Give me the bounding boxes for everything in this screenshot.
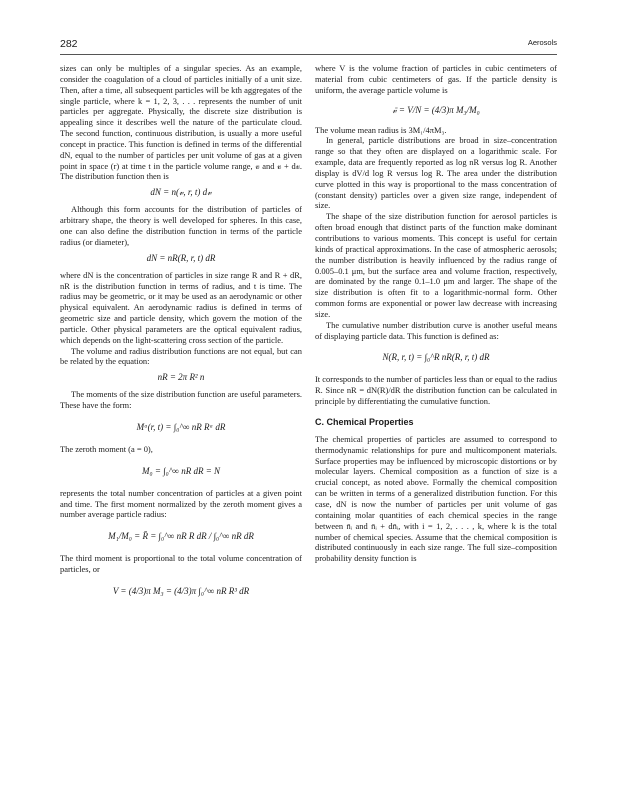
equation: Mᵃ(r, t) = ∫₀^∞ nR Rᵃ dR <box>136 421 226 432</box>
equation: 𝓋̄ = V/N = (4/3)π M₃/M₀ <box>392 104 480 115</box>
running-head: Aerosols <box>527 38 557 47</box>
paragraph: The chemical properties of particles are assumed to correspond to thermodynamic relationships for pure and multicomponent materials. Surface properties may be influenced by microscopic distortions or by molecular layers. Chemical composition as a function of size is a crucial concept, as noted above. Formally the chemical composition can be written in terms of a generalized distribution function. For this case, dN is now the number of particles per unit volume of gas containing molar quantities of each chemical species in the range between n̄ᵢ and n̄ᵢ + dn̄ᵢ, with i = 1, 2, . . . , k, where k is the total number of chemical species. Assume that the chemical composition is distributed continuously in each size range. The full size–composition probability density function is <box>315 433 557 564</box>
paragraph: The volume mean radius is 3M₁/4πM₃. <box>315 124 447 135</box>
header-rule <box>60 54 557 55</box>
paragraph: Although this form accounts for the distribution of particles of arbitrary shape, the theory is well developed for spheres. In this case, one can also define the distribution function in terms of the particle radius (or diameter), <box>60 204 302 247</box>
page-header <box>60 38 557 52</box>
paragraph: The cumulative number distribution curve is another useful means of displaying particle data. This function is defined as: <box>315 319 557 341</box>
equation: V = (4/3)π M₃ = (4/3)π ∫₀^∞ nR R³ dR <box>112 586 250 596</box>
equation: dN = nR(R, r, t) dR <box>146 252 216 263</box>
page-number: 282 <box>60 38 78 50</box>
left-column <box>60 63 302 608</box>
equation: M₁/M₀ = R̄ = ∫₀^∞ nR R dR / ∫₀^∞ nR dR <box>108 531 254 542</box>
paragraph: The zeroth moment (a = 0), <box>60 443 153 454</box>
paragraph: The shape of the size distribution function for aerosol particles is often broad enough that distinct parts of the function make dominant contributions to various moments. This concept is useful for certain kinds of practical approximations. In the case of atmospheric aerosols; the number distribution is heavily influenced by the radius range of 0.005–0.1 μm, but the surface area and volume fraction, respectively, are dominated by the range 0.1–1.0 μm and larger. The shape of the size distribution is often fit to a logarithmic-normal form. Other common forms are exponential or power law decrease with increasing size. <box>315 211 557 319</box>
right-column <box>315 63 557 564</box>
paragraph: sizes can only be multiples of a singular species. As an example, consider the coagulation of a cloud of particles initially of a unit size. Then, after a time, all subsequent particles will be kth aggregates of the single particle, where k = 1, 2, 3, . . . represents the number of unit particles per aggregate. Physically, the discrete size distribution is appealing since it describes well the nature of the particulate cloud. The second function, continuous distribution, is usually a more useful concept in practice. This function is defined in terms of the differential dN, equal to the number of particles per unit volume of gas at a given point in space (r) at time t in the particle volume range, 𝓋 and 𝓋 + d𝓋. The distribution function then is <box>60 63 302 182</box>
equation: dN = n(𝓋, r, t) d𝓋 <box>150 187 212 198</box>
paragraph: In general, particle distributions are broad in size–concentration range so that they often are displayed on a logarithmic scale. For example, data are frequently reported as log nR versus log R. Another display is dV/d log R versus log R. The area under the distribution curve plotted in this way is proportional to the mass concentration of (constant density) particles over a given size range, independent of size. <box>315 135 557 211</box>
paragraph: The moments of the size distribution function are useful parameters. These have the form: <box>60 389 302 411</box>
paragraph: It corresponds to the number of particles less than or equal to the radius R. Since nR = dN(R)/dR the distribution function can be calculated in principle by differentiating the cumulative function. <box>315 374 557 407</box>
equation: nR = 2π R² n <box>157 372 205 383</box>
equation: N(R, r, t) = ∫₀^R nR(R, r, t) dR <box>382 352 490 363</box>
paragraph: The third moment is proportional to the total volume concentration of particles, or <box>60 553 302 575</box>
paragraph: The volume and radius distribution functions are not equal, but can be related by the equation: <box>60 345 302 367</box>
paragraph: represents the total number concentration of particles at a given point and time. The first moment normalized by the zeroth moment gives a number average particle radius: <box>60 487 302 520</box>
paragraph: where dN is the concentration of particles in size range R and R + dR, nR is the distribution function in terms of radius, and t is time. The radius may be geometric, or it may be used as an aerodynamic or other physical equivalent. An aerodynamic radius is defined in terms of geometric size and particle density, which govern the motion of the particle. Other physical parameters are the optical equivalent radius, which depends on the light-scattering cross section of the particle. <box>60 269 302 345</box>
equation: M₀ = ∫₀^∞ nR dR = N <box>141 465 221 476</box>
section-heading: C. Chemical Properties <box>315 416 414 427</box>
paragraph: where V is the volume fraction of particles in cubic centimeters of material from cubic centimeters of gas. If the particle density is uniform, the average particle volume is <box>315 63 557 95</box>
